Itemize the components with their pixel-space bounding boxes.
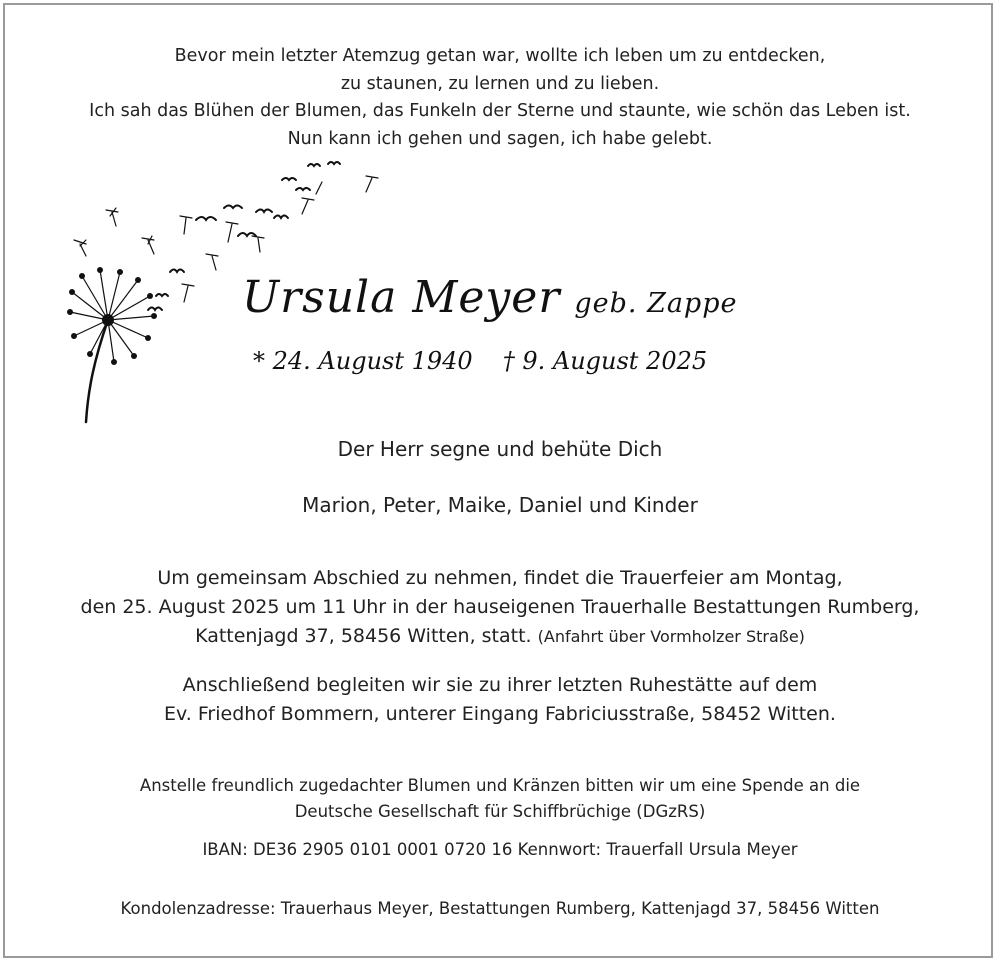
donation-line: Deutsche Gesellschaft für Schiffbrüchige (DGzRS) [294,802,706,821]
condolence-address: Kondolenzadresse: Trauerhaus Meyer, Bestattungen Rumberg, Kattenjagd 37, 58456 Witten [120,899,880,918]
burial-info [0,671,1000,729]
birth-date: * 24. August 1940 [253,347,473,375]
poem-line: Bevor mein letzter Atemzug getan war, wollte ich leben um zu entdecken, [174,46,826,66]
death-date: † 9. August 2025 [502,347,708,375]
ceremony-line: Um gemeinsam Abschied zu nehmen, findet die Trauerfeier am Montag, [157,567,843,589]
burial-line: Anschließend begleiten wir sie zu ihrer letzten Ruhestätte auf dem [182,674,818,696]
donation-line: Anstelle freundlich zugedachter Blumen und Kränzen bitten wir um eine Spende an die [139,776,861,795]
poem-line: zu staunen, zu lernen und zu lieben. [340,73,660,94]
ceremony-address: Kattenjagd 37, 58456 Witten, statt. [195,625,532,647]
poem [0,43,1000,153]
deceased-name: Ursula Meyer [242,272,561,323]
deceased-name-block [242,272,737,323]
life-dates [253,347,707,375]
burial-line: Ev. Friedhof Bommern, unterer Eingang Fabriciusstraße, 58452 Witten. [164,703,836,725]
donation-request [0,773,1000,825]
birth-name: geb. Zappe [574,288,738,319]
ceremony-line: den 25. August 2025 um 11 Uhr in der hauseigenen Trauerhalle Bestattungen Rumberg, [80,596,920,618]
ceremony-line [0,622,1000,651]
poem-line: Nun kann ich gehen und sagen, ich habe gelebt. [287,128,713,149]
iban-info: IBAN: DE36 2905 0101 0001 0720 16 Kennwort: Trauerfall Ursula Meyer [202,840,798,859]
poem-line: Ich sah das Blühen der Blumen, das Funkeln der Sterne und staunte, wie schön das Leben ist. [89,101,911,121]
family-names: Marion, Peter, Maike, Daniel und Kinder [302,493,698,517]
blessing: Der Herr segne und behüte Dich [337,437,663,461]
ceremony-info [0,564,1000,651]
directions-note: (Anfahrt über Vormholzer Straße) [537,627,805,646]
